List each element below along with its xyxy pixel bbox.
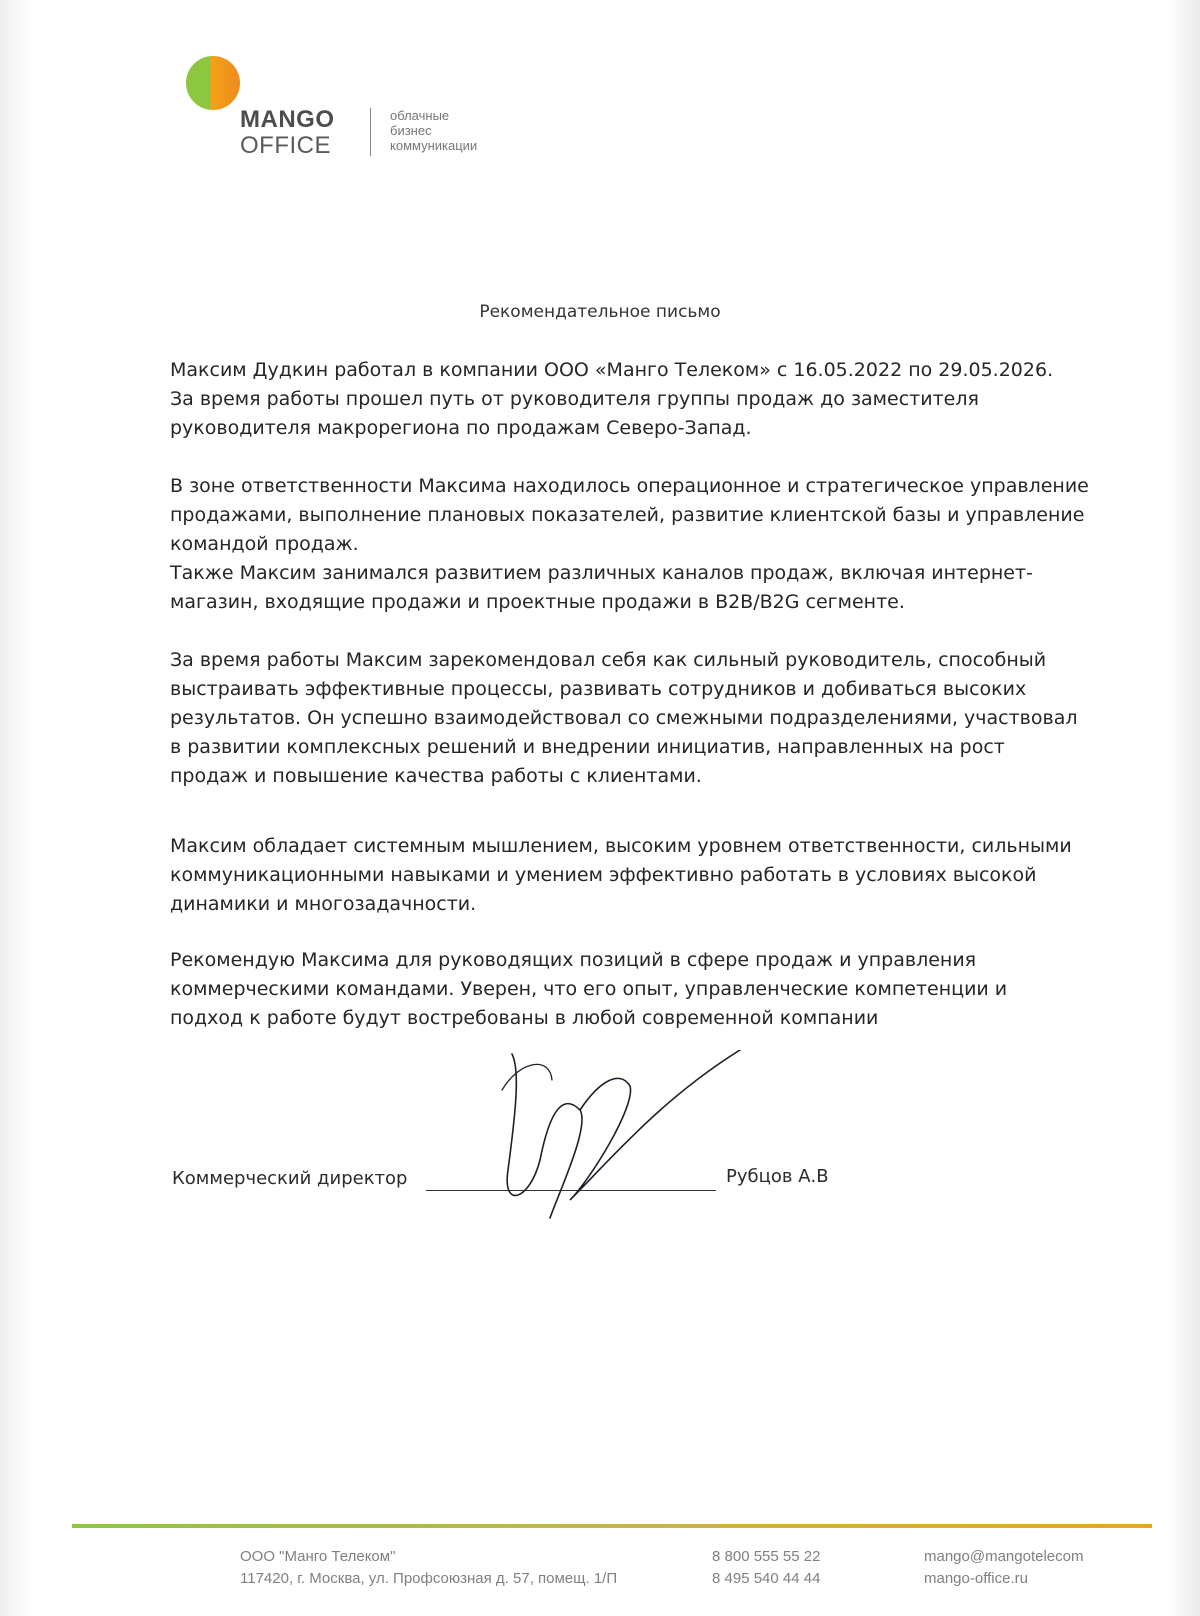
paragraph-line: результатов. Он успешно взаимодействовал со смежными подразделениями, участвовал: [170, 707, 1078, 729]
logo-divider: [370, 108, 371, 156]
paragraph-line: руководителя макрорегиона по продажам Северо-Запад.: [170, 417, 752, 439]
letter-title: Рекомендательное письмо: [479, 302, 721, 322]
paragraph-line: За время работы прошел путь от руководителя группы продаж до заместителя: [170, 388, 979, 410]
footer-company-info: [240, 1546, 617, 1590]
logo-tagline-line: бизнес: [390, 123, 432, 138]
paragraph-line: в развитии комплексных решений и внедрении инициатив, направленных на рост: [170, 736, 1005, 758]
footer-phone: 8 495 540 44 44: [712, 1570, 821, 1587]
paragraph-line: продажами, выполнение плановых показателей, развитие клиентской базы и управление: [170, 504, 1085, 526]
footer-phones: [712, 1546, 820, 1590]
footer-contacts: [924, 1546, 1083, 1590]
signatory-name: Рубцов А.В: [726, 1166, 829, 1187]
paragraph-line: коммерческими командами. Уверен, что его опыт, управленческие компетенции и: [170, 978, 1008, 1000]
paragraph-line: Также Максим занимался развитием различных каналов продаж, включая интернет-: [170, 562, 1033, 584]
footer-company-name: ООО "Манго Телеком": [240, 1548, 396, 1565]
paragraph-line: продаж и повышение качества работы с клиентами.: [170, 765, 702, 787]
paragraph-line: коммуникационными навыками и умением эффективно работать в условиях высокой: [170, 864, 1037, 886]
mango-logo-icon: [186, 56, 240, 110]
paragraph-recommendation: [170, 946, 1100, 1033]
logo-brand-line1: MANGO: [240, 106, 335, 133]
paragraph-employment: [170, 356, 1100, 443]
footer-phone: 8 800 555 55 22: [712, 1548, 821, 1565]
footer-divider: [72, 1524, 1152, 1528]
footer-website: mango-office.ru: [924, 1570, 1028, 1587]
logo-tagline: [390, 108, 477, 153]
paragraph-line: За время работы Максим зарекомендовал себя как сильный руководитель, способный: [170, 649, 1047, 671]
handwritten-signature: [490, 1050, 770, 1230]
signatory-role: Коммерческий директор: [172, 1168, 408, 1189]
paragraph-line: Рекомендую Максима для руководящих позиций в сфере продаж и управления: [170, 949, 977, 971]
paragraph-responsibilities: [170, 472, 1100, 617]
paragraph-line: Максим обладает системным мышлением, высоким уровнем ответственности, сильными: [170, 835, 1072, 857]
logo-tagline-line: коммуникации: [390, 138, 478, 153]
paragraph-line: динамики и многозадачности.: [170, 893, 477, 915]
paragraph-line: В зоне ответственности Максима находилось операционное и стратегическое управление: [170, 475, 1089, 497]
footer-email: mango@mangotelecom: [924, 1548, 1084, 1565]
paragraph-achievements: [170, 646, 1100, 791]
paragraph-qualities: [170, 832, 1100, 919]
mango-office-logo: [186, 56, 526, 166]
footer-address: 117420, г. Москва, ул. Профсоюзная д. 57, помещ. 1/П: [240, 1570, 618, 1587]
paragraph-line: выстраивать эффективные процессы, развивать сотрудников и добиваться высоких: [170, 678, 1027, 700]
logo-tagline-line: облачные: [390, 108, 450, 123]
logo-brand-line2: OFFICE: [240, 132, 331, 159]
paragraph-line: командой продаж.: [170, 533, 359, 555]
paragraph-line: подход к работе будут востребованы в любой современной компании: [170, 1007, 879, 1029]
paragraph-line: магазин, входящие продажи и проектные продажи в B2B/B2G сегменте.: [170, 591, 905, 613]
paragraph-line: Максим Дудкин работал в компании ООО «Манго Телеком» с 16.05.2022 по 29.05.2026.: [170, 359, 1054, 381]
